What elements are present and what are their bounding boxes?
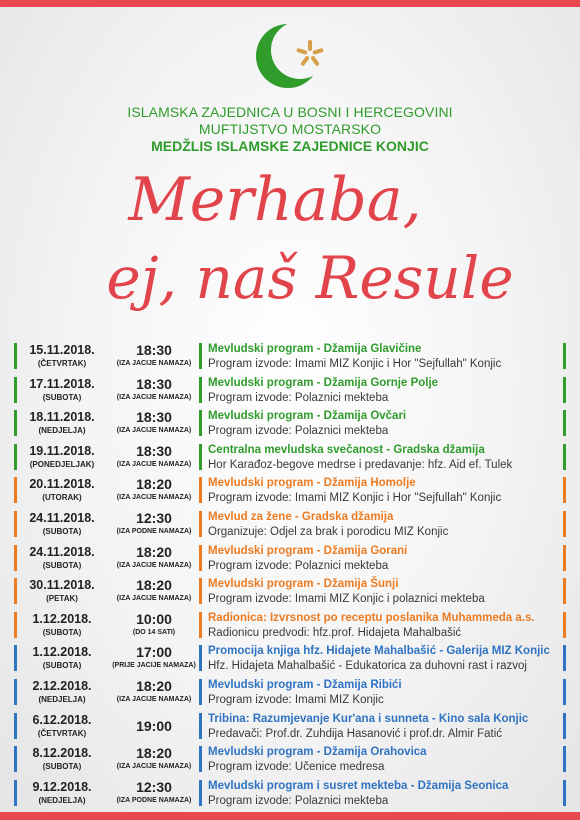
event-date: 19.11.2018. <box>29 443 95 458</box>
schedule-row <box>14 441 567 475</box>
event-time-cell <box>108 746 200 772</box>
schedule-row <box>14 508 567 542</box>
event-description <box>208 644 560 673</box>
schedule-row <box>14 642 567 676</box>
schedule-row <box>14 676 567 710</box>
row-bar-middle <box>199 746 202 772</box>
event-time-cell <box>108 410 200 436</box>
event-detail: Program izvode: Polaznici mekteba <box>208 794 389 807</box>
event-time: 19:00 <box>136 717 172 734</box>
row-bar-left <box>14 343 17 369</box>
event-time: 12:30 <box>136 509 172 526</box>
event-time-note: (IZA JACIJE NAMAZA) <box>116 695 192 703</box>
event-detail: Program izvode: Imami MIZ Konjic i Hor "Sejfullah" Konjic <box>208 358 502 370</box>
row-bar-right <box>563 511 566 537</box>
schedule-row <box>14 710 567 744</box>
event-time-cell <box>108 444 200 470</box>
event-detail: Program izvode: Polaznici mekteba <box>208 425 389 438</box>
event-detail: Program izvode: Imami MIZ Konjic <box>208 693 384 706</box>
schedule-row <box>14 340 567 374</box>
event-title: Centralna mevludska svečanost - Gradska džamija <box>208 443 485 456</box>
row-bar-middle <box>199 511 202 537</box>
row-bar-middle <box>199 444 202 470</box>
row-bar-middle <box>199 377 202 403</box>
row-bar-middle <box>199 645 202 671</box>
event-day: (ČETVRTAK) <box>37 728 87 738</box>
event-time-cell <box>108 511 200 537</box>
event-date-cell <box>18 612 106 638</box>
event-time: 18:20 <box>136 476 172 493</box>
row-bar-middle <box>199 545 202 571</box>
event-time: 18:30 <box>136 342 172 358</box>
event-time-cell <box>108 612 200 638</box>
schedule-row <box>14 575 567 609</box>
event-date: 24.11.2018. <box>29 544 95 559</box>
row-bar-middle <box>199 477 202 503</box>
event-time-note: (DO 14 SATI) <box>132 628 176 636</box>
event-title: Mevludski program - Džamija Homolje <box>208 477 416 490</box>
row-bar-left <box>14 545 17 571</box>
event-title: Mevludski program - Džamija Šunji <box>208 578 399 591</box>
event-date: 30.11.2018. <box>29 578 95 593</box>
event-date: 8.12.2018. <box>32 746 92 761</box>
row-bar-right <box>563 545 566 571</box>
event-time: 18:20 <box>136 745 172 762</box>
event-date-cell <box>18 578 106 604</box>
row-bar-left <box>14 410 17 436</box>
row-bar-left <box>14 780 17 806</box>
event-date: 2.12.2018. <box>32 678 92 693</box>
event-time: 10:00 <box>136 610 172 627</box>
schedule-row <box>14 777 567 811</box>
event-title: Radionica: Izvrsnost po receptu poslanika Muhammeda a.s. <box>208 611 535 624</box>
row-bar-middle <box>199 679 202 705</box>
event-time-cell <box>108 645 200 671</box>
event-date: 1.12.2018. <box>32 645 92 660</box>
row-bar-left <box>14 645 17 671</box>
event-date-cell <box>18 410 106 436</box>
event-date-cell <box>18 444 106 470</box>
event-date: 9.12.2018. <box>32 779 92 794</box>
event-date-cell <box>18 545 106 571</box>
event-time-cell <box>108 679 200 705</box>
event-date: 15.11.2018. <box>29 343 95 357</box>
row-bar-right <box>563 746 566 772</box>
event-detail: Hor Karađoz-begove medrse i predavanje: hfz. Aid ef. Tulek <box>208 458 513 471</box>
row-bar-middle <box>199 713 202 739</box>
schedule-row <box>14 542 567 576</box>
event-day: (SUBOTA) <box>42 762 82 772</box>
event-date-cell <box>18 746 106 772</box>
row-bar-right <box>563 713 566 739</box>
event-detail: Predavači: Prof.dr. Zuhdija Hasanović i prof.dr. Almir Fatić <box>208 727 503 740</box>
medzlis-name: MEDŽLIS ISLAMSKE ZAJEDNICE KONJIC <box>151 138 429 154</box>
row-bar-middle <box>199 410 202 436</box>
event-description <box>208 745 560 774</box>
row-bar-left <box>14 377 17 403</box>
event-time-cell <box>108 545 200 571</box>
event-description <box>208 544 560 573</box>
event-date-cell <box>18 477 106 503</box>
event-description <box>208 476 560 505</box>
event-date-cell <box>18 511 106 537</box>
row-bar-left <box>14 444 17 470</box>
event-time: 17:00 <box>136 644 172 661</box>
event-description <box>208 712 560 741</box>
event-day: (UTORAK) <box>42 493 82 503</box>
event-title: Mevlud za žene - Gradska džamija <box>208 510 394 523</box>
header <box>0 104 580 155</box>
schedule-row <box>14 374 567 408</box>
event-detail: Program izvode: Učenice medresa <box>208 761 385 774</box>
row-bar-left <box>14 746 17 772</box>
event-date-cell <box>18 713 106 739</box>
row-bar-left <box>14 612 17 638</box>
event-title: Mevludski program - Džamija Orahovica <box>208 746 427 759</box>
event-time-note: (IZA JACIJE NAMAZA) <box>116 427 192 435</box>
event-date-cell <box>18 645 106 671</box>
event-date: 6.12.2018. <box>32 712 92 727</box>
row-bar-right <box>563 679 566 705</box>
row-bar-right <box>563 343 566 369</box>
schedule-row <box>14 474 567 508</box>
event-detail: Organizuje: Odjel za brak i porodicu MIZ Konjic <box>208 525 449 538</box>
event-title: Mevludski program - Džamija Ribići <box>208 678 402 691</box>
schedule-row <box>14 407 567 441</box>
bottom-border <box>0 812 580 820</box>
event-time-note: (IZA PODNE NAMAZA) <box>116 527 192 535</box>
event-title: Mevludski program - Džamija Gorani <box>208 544 408 557</box>
event-time: 18:20 <box>136 543 172 560</box>
event-detail: Program izvode: Imami MIZ Konjic i Hor "Sejfullah" Konjic <box>208 492 502 505</box>
row-bar-left <box>14 477 17 503</box>
event-date-cell <box>18 343 106 369</box>
row-bar-left <box>14 511 17 537</box>
event-time: 12:30 <box>136 778 172 795</box>
row-bar-left <box>14 713 17 739</box>
event-time-cell <box>108 713 200 739</box>
event-description <box>208 577 560 606</box>
event-description <box>208 376 560 405</box>
row-bar-right <box>563 780 566 806</box>
row-bar-right <box>563 410 566 436</box>
script-title <box>0 160 580 330</box>
event-day: (ČETVRTAK) <box>37 359 87 368</box>
crescent-shape <box>256 24 320 88</box>
event-time: 18:30 <box>136 375 172 392</box>
event-day: (PETAK) <box>46 594 78 604</box>
event-day: (SUBOTA) <box>42 661 82 671</box>
event-time-note: (IZA JACIJE NAMAZA) <box>116 763 192 771</box>
row-bar-right <box>563 645 566 671</box>
event-description <box>208 779 560 808</box>
row-bar-middle <box>199 612 202 638</box>
schedule-row <box>14 609 567 643</box>
event-time: 18:20 <box>136 677 172 694</box>
event-day: (SUBOTA) <box>42 392 82 402</box>
event-day: (PONEDJELJAK) <box>29 459 95 469</box>
row-bar-right <box>563 444 566 470</box>
event-time-note: (IZA JACIJE NAMAZA) <box>116 561 192 569</box>
event-detail: Hfz. Hidajeta Mahalbašić - Edukatorica za duhovni rast i razvoj <box>208 660 527 673</box>
row-bar-right <box>563 377 566 403</box>
event-detail: Radionicu predvodi: hfz.prof. Hidajeta Mahalbašić <box>208 626 462 639</box>
event-time-cell <box>108 780 200 806</box>
event-description <box>208 342 560 371</box>
event-time: 18:30 <box>136 442 172 459</box>
event-detail: Program izvode: Polaznici mekteba <box>208 559 389 572</box>
event-description <box>208 443 560 472</box>
row-bar-right <box>563 578 566 604</box>
event-time-note: (IZA JACIJE NAMAZA) <box>116 360 192 367</box>
event-day: (SUBOTA) <box>42 526 82 536</box>
event-date: 20.11.2018. <box>29 477 95 492</box>
event-time-note: (IZA JACIJE NAMAZA) <box>116 393 192 401</box>
event-title: Mevludski program - Džamija Gornje Polje <box>208 376 439 389</box>
event-day: (NEDJELJA) <box>38 795 86 805</box>
event-description <box>208 611 560 640</box>
event-time: 18:20 <box>136 577 172 594</box>
event-time-cell <box>108 377 200 403</box>
event-description <box>208 409 560 438</box>
event-time-note: (IZA JACIJE NAMAZA) <box>116 494 192 502</box>
row-bar-left <box>14 679 17 705</box>
row-bar-right <box>563 477 566 503</box>
event-day: (SUBOTA) <box>42 560 82 570</box>
crescent-and-star-icon <box>240 14 340 94</box>
title-line2: ej, naš Resule <box>106 244 514 312</box>
top-border <box>0 0 580 7</box>
event-time-note: (IZA PODNE NAMAZA) <box>116 796 192 804</box>
schedule-table <box>14 340 567 810</box>
row-bar-left <box>14 578 17 604</box>
event-detail: Program izvode: Polaznici mekteba <box>208 391 389 404</box>
event-date: 1.12.2018. <box>32 611 92 626</box>
event-date: 24.11.2018. <box>29 510 95 525</box>
event-title: Promocija knjiga hfz. Hidajete Mahalbašić - Galerija MIZ Konjic <box>208 645 550 658</box>
org-name: ISLAMSKA ZAJEDNICA U BOSNI I HERCEGOVINI <box>127 104 453 120</box>
event-time-cell <box>108 578 200 604</box>
schedule-row <box>14 743 567 777</box>
event-date-cell <box>18 679 106 705</box>
event-date: 18.11.2018. <box>29 410 95 425</box>
event-time: 18:30 <box>136 409 172 426</box>
event-date-cell <box>18 377 106 403</box>
event-title: Tribina: Razumjevanje Kur'ana i sunneta - Kino sala Konjic <box>208 712 529 725</box>
event-day: (SUBOTA) <box>42 627 82 637</box>
event-description <box>208 510 560 539</box>
event-title: Mevludski program i susret mekteba - Džamija Seonica <box>208 779 509 792</box>
event-date-cell <box>18 780 106 806</box>
event-time-note: (IZA JACIJE NAMAZA) <box>116 460 192 468</box>
event-title: Mevludski program - Džamija Ovčari <box>208 410 407 423</box>
event-description <box>208 678 560 707</box>
event-title: Mevludski program - Džamija Glavičine <box>208 343 422 355</box>
row-bar-middle <box>199 578 202 604</box>
event-day: (NEDJELJA) <box>38 426 86 436</box>
event-time-cell <box>108 477 200 503</box>
row-bar-middle <box>199 343 202 369</box>
row-bar-middle <box>199 780 202 806</box>
event-day: (NEDJELJA) <box>38 694 86 704</box>
event-date: 17.11.2018. <box>29 376 95 391</box>
muftiate-name: MUFTIJSTVO MOSTARSKO <box>198 121 382 137</box>
row-bar-right <box>563 612 566 638</box>
event-time-cell <box>108 343 200 369</box>
event-time-note: (IZA JACIJE NAMAZA) <box>116 595 192 603</box>
event-time-note: (PRIJE JACIJE NAMAZA) <box>112 662 196 670</box>
event-detail: Program izvode: Imami MIZ Konjic i polaznici mekteba <box>208 593 485 606</box>
title-line1: Merhaba, <box>128 165 422 235</box>
